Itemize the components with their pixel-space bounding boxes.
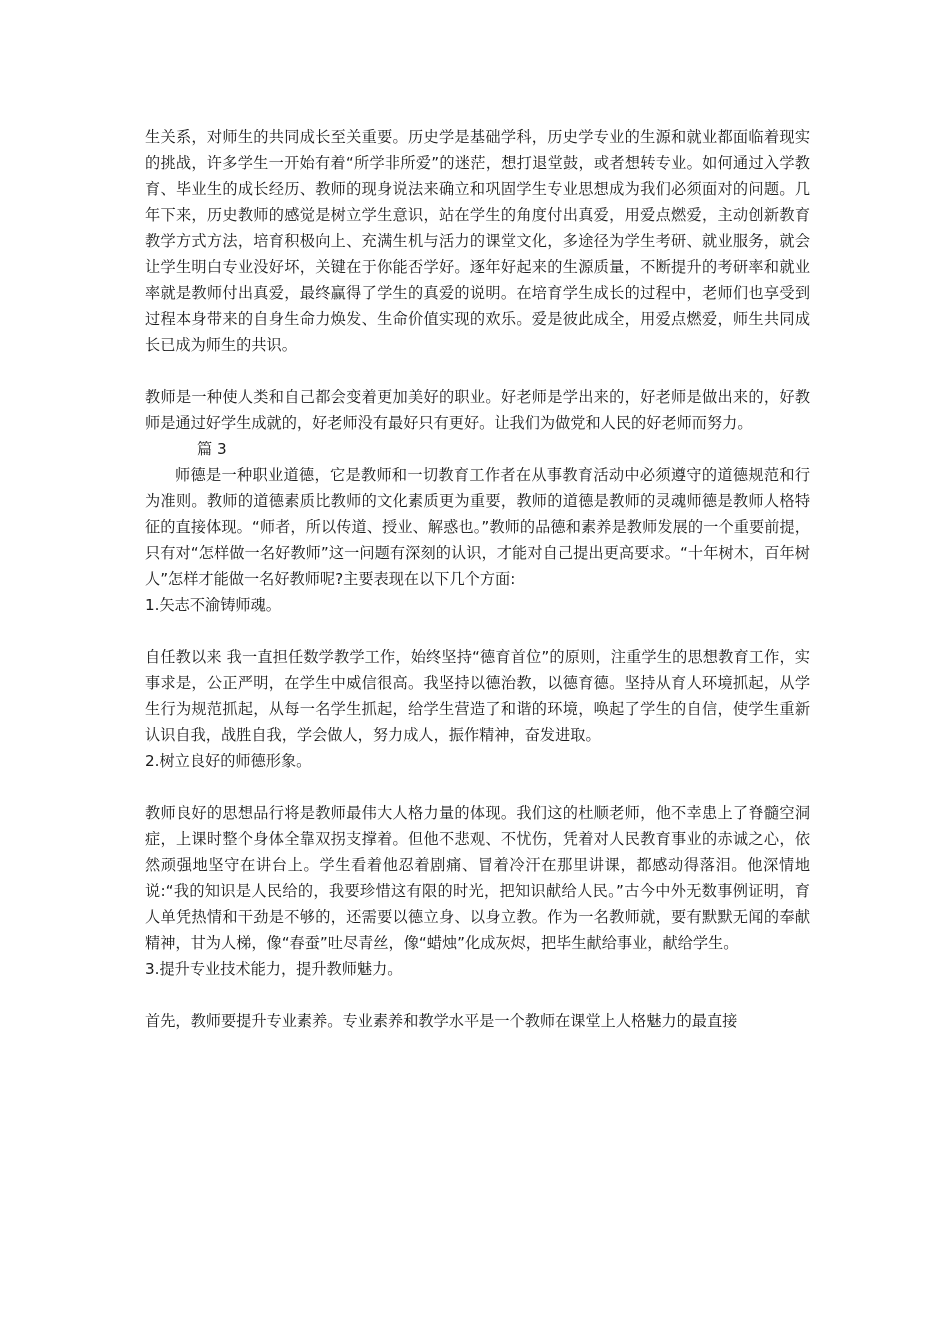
item-title-1: 1.矢志不渝铸师魂。 bbox=[145, 596, 281, 614]
paragraph-continued: 生关系，对师生的共同成长至关重要。历史学是基础学科，历史学专业的生源和就业都面临着现实的挑战，许多学生一开始有着“所学非所爱”的迷茫，想打退堂鼓，或者想转专业。如何通过入学教育、毕业生的成长经历、教师的现身说法来确立和巩固学生专业思想成为我们必须面对的问题。几年下来，历史教师的感觉是树立学生意识，站在学生的角度付出真爱，用爱点燃爱，主动创新教育教学方式方法，培育积极向上、充满生机与活力的课堂文化，多途径为学生考研、就业服务，就会让学生明白专业没好坏，关键在于你能否学好。逐年好起来的生源质量，不断提升的考研率和就业率就是教师付出真爱，最终赢得了学生的真爱的说明。在培育学生成长的过程中，老师们也享受到过程本身带来的自身生命力焕发、生命价值实现的欢乐。爱是彼此成全，用爱点燃爱，师生共同成长已成为师生的共识。 bbox=[145, 128, 810, 354]
section-intro: 师德是一种职业道德，它是教师和一切教育工作者在从事教育活动中必须遵守的道德规范和行为准则。教师的道德素质比教师的文化素质更为重要，教师的道德是教师的灵魂师德是教师人格特征的直接体现。“师者，所以传道、授业、解惑也。”教师的品德和素养是教师发展的一个重要前提，只有对“怎样做一名好教师”这一问题有深刻的认识，才能对自己提出更高要求。“十年树木，百年树人”怎样才能做一名好教师呢?主要表现在以下几个方面: bbox=[145, 466, 810, 588]
section-heading: 篇 3 bbox=[197, 440, 227, 458]
item-title-3: 3.提升专业技术能力，提升教师魅力。 bbox=[145, 960, 403, 978]
item-body-1: 自任教以来 我一直担任数学教学工作，始终坚持“德育首位”的原则，注重学生的思想教育工作，实事求是，公正严明，在学生中威信很高。我坚持以德治教，以德育德。坚持从育人环境抓起，从学生行为规范抓起，从每一名学生抓起，给学生营造了和谐的环境，唤起了学生的自信，使学生重新认识自我，战胜自我，学会做人，努力成人，振作精神，奋发进取。 bbox=[145, 648, 810, 744]
item-body-3: 首先，教师要提升专业素养。专业素养和教学水平是一个教师在课堂上人格魅力的最直接 bbox=[145, 1012, 738, 1030]
item-body-2: 教师良好的思想品行将是教师最伟大人格力量的体现。我们这的杜顺老师，他不幸患上了脊髓空洞症，上课时整个身体全靠双拐支撑着。但他不悲观、不忧伤，凭着对人民教育事业的赤诚之心，依然顽强地坚守在讲台上。学生看着他忍着剧痛、冒着冷汗在那里讲课，都感动得落泪。他深情地说:“我的知识是人民给的，我要珍惜这有限的时光，把知识献给人民。”古今中外无数事例证明，育人单凭热情和干劲是不够的，还需要以德立身、以身立教。作为一名教师就，要有默默无闻的奉献精神，甘为人梯，像“春蚕”吐尽青丝，像“蜡烛”化成灰烬，把毕生献给事业，献给学生。 bbox=[145, 804, 810, 952]
document-body bbox=[145, 124, 810, 1034]
item-title-2: 2.树立良好的师德形象。 bbox=[145, 752, 312, 770]
paragraph-closing: 教师是一种使人类和自己都会变着更加美好的职业。好老师是学出来的，好老师是做出来的，好教师是通过好学生成就的，好老师没有最好只有更好。让我们为做党和人民的好老师而努力。 bbox=[145, 388, 810, 432]
